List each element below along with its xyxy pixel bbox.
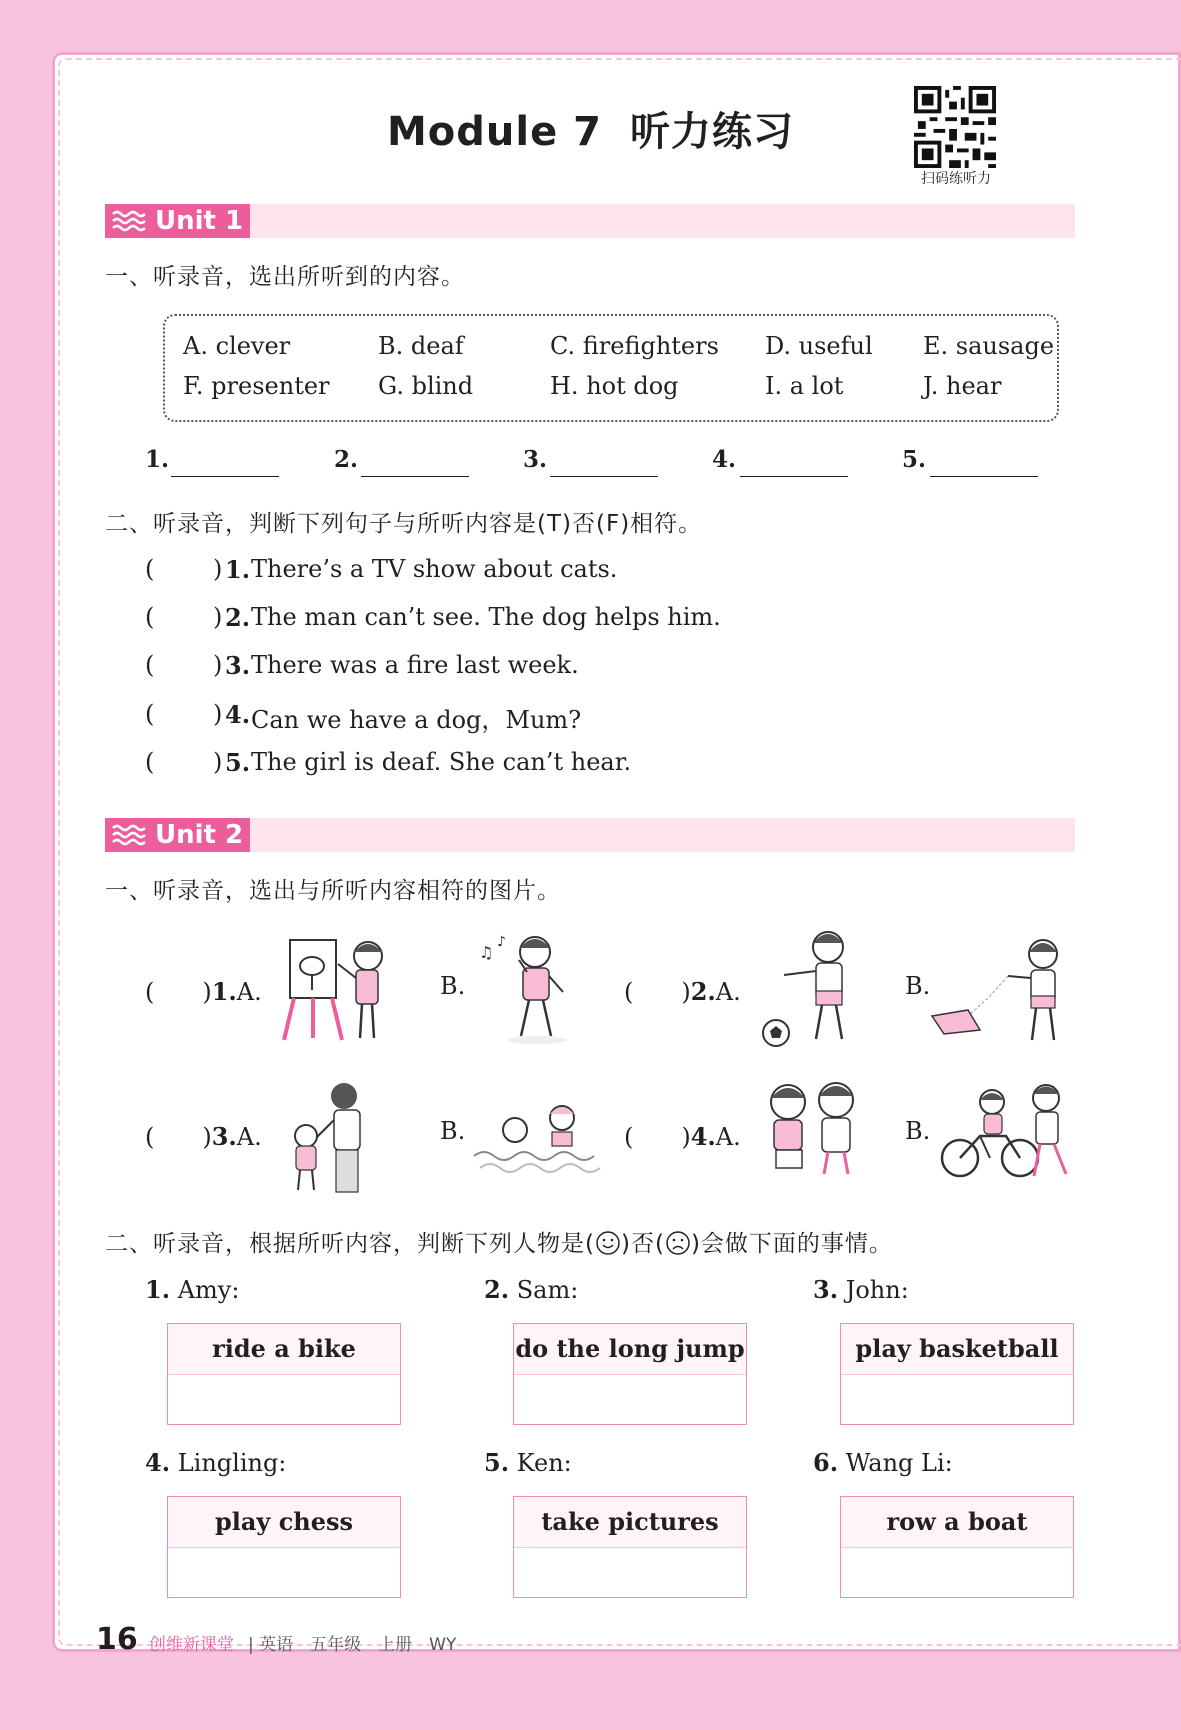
unit1-tag	[105, 204, 250, 238]
answer-blank[interactable]	[930, 476, 1038, 477]
option-b-label: B.	[440, 972, 466, 1000]
word-option: F. presenter	[183, 372, 330, 400]
page-title	[0, 100, 1181, 157]
blank-number: 5.	[902, 446, 927, 473]
picture-item-4[interactable]: ( )4.A.	[624, 1122, 741, 1151]
blank-number: 3.	[523, 446, 548, 473]
picture-item-3[interactable]: ( )3.A.	[145, 1122, 262, 1151]
unit2-part2-heading	[105, 1225, 893, 1258]
qr-code-icon[interactable]	[914, 86, 996, 168]
activity-card[interactable]	[167, 1496, 401, 1598]
option-b-label: B.	[440, 1117, 466, 1145]
word-option: I. a lot	[765, 372, 844, 400]
sad-face-icon	[665, 1230, 691, 1256]
heading-part: )否(	[620, 1231, 665, 1257]
answer-blank[interactable]	[550, 476, 658, 477]
bike-lesson-picture-icon[interactable]	[936, 1080, 1076, 1180]
item-number: 2.	[225, 603, 251, 632]
unit1-header	[105, 204, 1075, 238]
option-b-label: B.	[905, 1117, 931, 1145]
person-label: 1. Amy:	[145, 1275, 240, 1304]
topic-label: 听力练习	[630, 109, 794, 155]
activity-label: play chess	[168, 1497, 400, 1548]
item-text: There’s a TV show about cats.	[251, 555, 618, 583]
qr-caption: 扫码练听力	[921, 171, 991, 187]
activity-card[interactable]	[840, 1496, 1074, 1598]
page-number: 16	[96, 1622, 138, 1657]
unit1-part2-heading: 二、听录音，判断下列句子与所听内容是(T)否(F)相符。	[105, 511, 703, 537]
person-label: 4. Lingling:	[145, 1448, 287, 1477]
word-option: E. sausage	[923, 332, 1055, 360]
item-number: 1.	[225, 555, 251, 584]
unit1-part1-heading: 一、听录音，选出所听到的内容。	[105, 264, 465, 290]
option-b-label: B.	[905, 972, 931, 1000]
heading-part: )会做下面的事情。	[690, 1231, 893, 1257]
svg-text:♫: ♫	[479, 943, 494, 962]
activity-card[interactable]	[167, 1323, 401, 1425]
unit2-tag	[105, 818, 250, 852]
brand-name: 创维新课堂	[149, 1635, 234, 1655]
singing-picture-icon[interactable]	[475, 928, 580, 1048]
kite-picture-icon[interactable]	[928, 930, 1073, 1048]
blank-number: 4.	[712, 446, 737, 473]
activity-label: take pictures	[514, 1497, 746, 1548]
unit2-label: Unit 2	[155, 820, 244, 850]
word-option: J. hear	[923, 372, 1002, 400]
svg-text:♪: ♪	[497, 934, 506, 950]
unit2-part1-heading: 一、听录音，选出与所听内容相符的图片。	[105, 878, 561, 904]
walking-baby-picture-icon[interactable]	[284, 1080, 384, 1198]
activity-card[interactable]	[513, 1323, 747, 1425]
waves-icon	[111, 210, 147, 232]
item-number: 4.	[225, 700, 251, 729]
word-option: C. firefighters	[550, 332, 719, 360]
activity-label: row a boat	[841, 1497, 1073, 1548]
person-label: 2. Sam:	[484, 1275, 579, 1304]
activity-card[interactable]	[840, 1323, 1074, 1425]
word-option: D. useful	[765, 332, 873, 360]
answer-blank[interactable]	[740, 476, 848, 477]
module-label: Module 7	[387, 109, 602, 155]
picture-item-2[interactable]: ( )2.A.	[624, 977, 741, 1006]
blank-number: 2.	[334, 446, 359, 473]
word-option: H. hot dog	[550, 372, 679, 400]
picture-item-1[interactable]: ( )1.A.	[145, 977, 262, 1006]
item-number: 3.	[225, 651, 251, 680]
item-text: The girl is deaf. She can’t hear.	[251, 748, 632, 776]
item-text: Can we have a dog，Mum?	[251, 706, 582, 734]
activity-label: do the long jump	[514, 1324, 746, 1375]
item-number: 5.	[225, 748, 251, 777]
activity-card[interactable]	[513, 1496, 747, 1598]
activity-label: ride a bike	[168, 1324, 400, 1375]
word-bank	[163, 314, 1059, 422]
word-option: A. clever	[183, 332, 291, 360]
unit1-label: Unit 1	[155, 206, 244, 236]
person-label: 6. Wang Li:	[813, 1448, 953, 1477]
item-text: There was a fire last week.	[251, 651, 579, 679]
item-text: The man can’t see. The dog helps him.	[251, 603, 721, 631]
activity-label: play basketball	[841, 1324, 1073, 1375]
answer-blank[interactable]	[171, 476, 279, 477]
page-footer	[96, 1622, 457, 1657]
heading-part: 二、听录音，根据所听内容，判断下列人物是(	[105, 1231, 595, 1257]
painting-picture-icon[interactable]	[282, 928, 392, 1048]
comforting-picture-icon[interactable]	[758, 1078, 868, 1178]
swimming-picture-icon[interactable]	[470, 1090, 605, 1180]
person-label: 3. John:	[813, 1275, 909, 1304]
smile-face-icon	[595, 1230, 621, 1256]
football-picture-icon[interactable]	[758, 925, 878, 1050]
answer-blank[interactable]	[361, 476, 469, 477]
word-option: G. blind	[378, 372, 474, 400]
person-label: 5. Ken:	[484, 1448, 572, 1477]
waves-icon	[111, 824, 147, 846]
blank-number: 1.	[145, 446, 170, 473]
unit2-header	[105, 818, 1075, 852]
word-option: B. deaf	[378, 332, 464, 360]
book-meta: | 英语 五年级 上册 WY	[248, 1635, 457, 1655]
